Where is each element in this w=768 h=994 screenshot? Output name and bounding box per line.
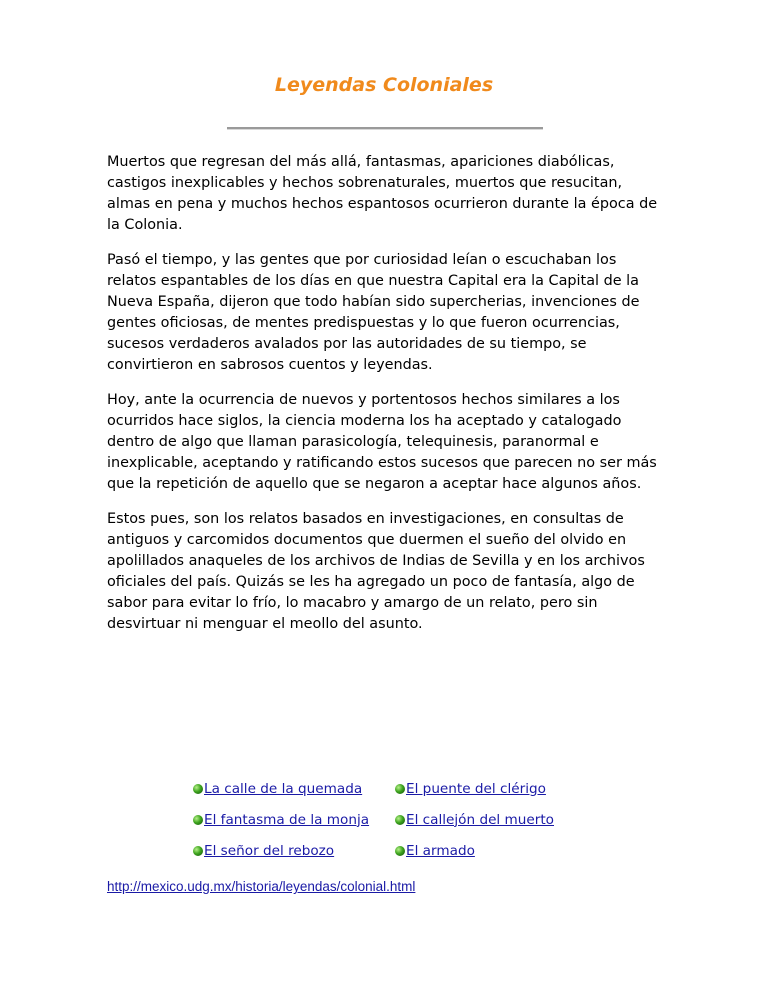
legend-links — [193, 773, 613, 866]
green-bullet-icon — [193, 815, 203, 825]
source-url-link[interactable]: http://mexico.udg.mx/historia/leyendas/colonial.html — [107, 879, 416, 894]
green-bullet-icon — [193, 784, 203, 794]
article-body — [107, 152, 667, 649]
paragraph-4: Estos pues, son los relatos basados en investigaciones, en consultas de antiguos y carcomidos documentos que duermen el sueño del olvido en apolillados anaqueles de los archivos de Indias de Sevilla y en los archivos oficiales del país. Quizás se les ha agregado un poco de fantasía, algo de sabor para evitar lo frío, lo macabro y amargo de un relato, pero sin desvirtuar ni menguar el meollo del asunto. — [107, 511, 645, 632]
green-bullet-icon — [395, 815, 405, 825]
link-el-senor-del-rebozo[interactable]: El señor del rebozo — [204, 842, 335, 859]
link-cell — [395, 843, 595, 859]
page-title: Leyendas Coloniales — [274, 74, 494, 96]
link-la-calle-de-la-quemada[interactable]: La calle de la quemada — [204, 780, 363, 797]
link-el-callejon-del-muerto[interactable]: El callejón del muerto — [406, 811, 554, 828]
green-bullet-icon — [395, 846, 405, 856]
paragraph-2: Pasó el tiempo, y las gentes que por curiosidad leían o escuchaban los relatos espantables de los días en que nuestra Capital era la Capital de la Nueva España, dijeron que todo habían sido supercherias, invenciones de gentes oficiosas, de mentes predispuestas y lo que fueron ocurrencias, sucesos verdaderos avalados por las autoridades de su tiempo, se convirtieron en sabrosos cuentos y leyendas. — [107, 252, 640, 373]
title-divider — [227, 127, 543, 130]
link-cell — [395, 812, 595, 828]
link-cell — [193, 843, 395, 859]
link-row-2 — [193, 804, 613, 835]
paragraph-3: Hoy, ante la ocurrencia de nuevos y portentosos hechos similares a los ocurridos hace siglos, la ciencia moderna los ha aceptado y catalogado dentro de algo que llaman parasicología, telequinesis, paranormal e inexplicable, aceptando y ratificando estos sucesos que parecen no ser más que la repetición de aquello que se negaron a aceptar hace algunos años. — [107, 392, 657, 492]
paragraph-1: Muertos que regresan del más allá, fantasmas, apariciones diabólicas, castigos inexplicables y hechos sobrenaturales, muertos que resucitan, almas en pena y muchos hechos espantosos ocurrieron durante la época de la Colonia. — [107, 154, 658, 233]
link-row-3 — [193, 835, 613, 866]
link-el-puente-del-clerigo[interactable]: El puente del clérigo — [406, 780, 546, 797]
green-bullet-icon — [395, 784, 405, 794]
link-cell — [193, 781, 395, 797]
link-row-1 — [193, 773, 613, 804]
link-el-armado[interactable]: El armado — [406, 842, 475, 859]
link-cell — [395, 781, 595, 797]
green-bullet-icon — [193, 846, 203, 856]
link-cell — [193, 812, 395, 828]
link-el-fantasma-de-la-monja[interactable]: El fantasma de la monja — [204, 811, 370, 828]
